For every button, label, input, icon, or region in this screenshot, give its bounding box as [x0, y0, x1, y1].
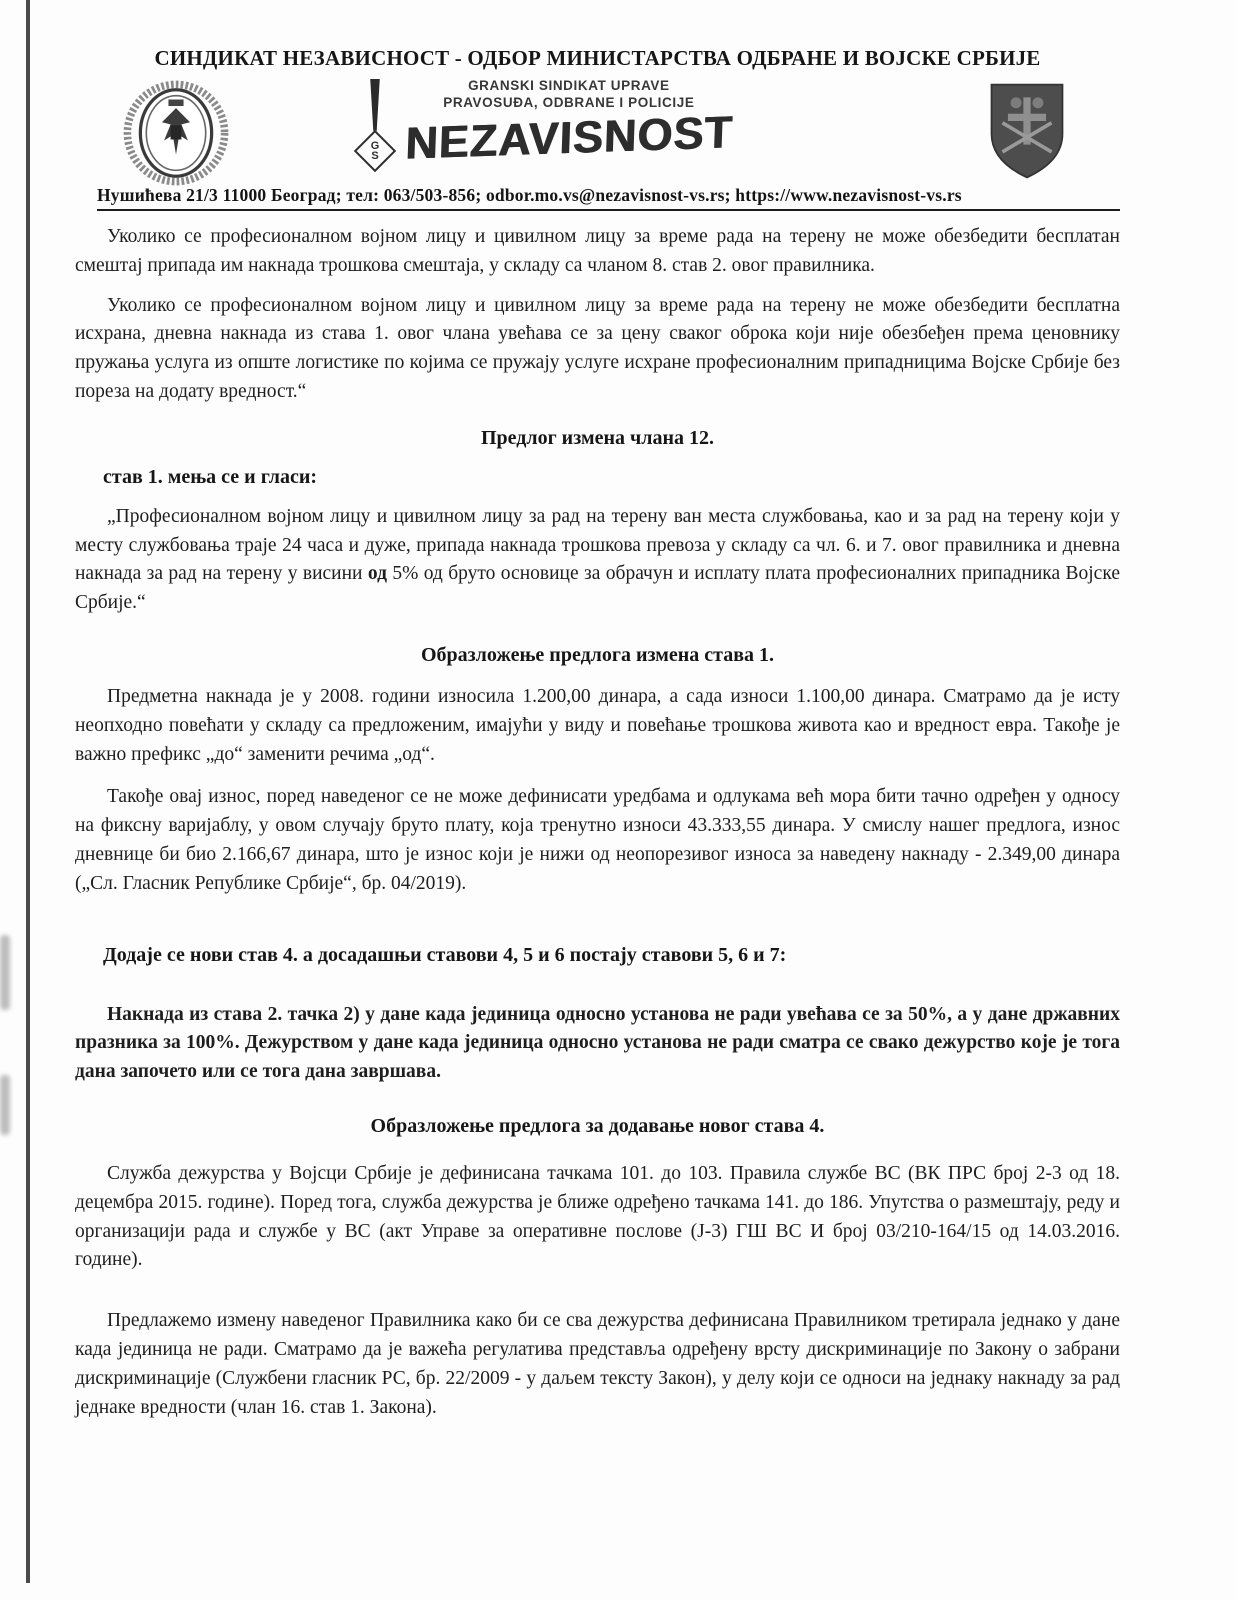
paragraph-gross-salary-calculation: Такође овај износ, поред наведеног се не може дефинисати уредбама и одлукама већ мора бити тачно одређен у односу на фиксну варијаблу, у овом случају бруто плату, која тренутно износи 43.333,55 динара. У смислу нашег предлога, износ дневнице би био 2.166,67 динара, што је износ који је нижи од неопорезивог износа за наведену накнаду - 2.349,00 динара („Сл. Гласник Републике Србије“, бр. 04/2019). [75, 786, 1120, 894]
nezavisnost-logo [353, 77, 734, 169]
bold-word-od: од [367, 563, 387, 585]
scan-smudge [0, 935, 10, 1010]
heading-rationale-new-paragraph-4: Образложење предлога за додавање новог става 4. [370, 1114, 825, 1137]
subheading-new-paragraph-4: Додаје се нови став 4. а досадашњи ставови 4, 5 и 6 постају ставови 5, 6 и 7: [103, 943, 787, 966]
paragraph-duty-allowance-increase: Накнада из става 2. тачка 2) у дане када јединица односно установа не ради увећава се за 50%, а у дане државних празника за 100%. Дежурством у дане када јединица односно установа не ради сматра се свако дежурство које је тога дана започето или се тога дана завршава. [75, 1003, 1120, 1083]
heading-rationale-paragraph-1: Образложење предлога измена става 1. [420, 643, 775, 666]
ministry-of-defense-emblem-icon [117, 79, 235, 192]
heading-amendment-article-12: Предлог измена члана 12. [480, 426, 715, 449]
document-text [75, 223, 1120, 1422]
paragraph-duty-service-regulations: Служба дежурства у Војсци Србије је дефинисана тачкама 101. до 103. Правила службе ВС (ВК ПРС број 2-3 од 18. децембра 2015. године). Поред тога, служба дежурства је ближе одређено тачкама 141. до 186. Упутства о размештају, реду и организацији рада и службе у ВС (акт Управе за оперативне послове (Ј-3) ГШ ВС И број 03/210-164/15 од 14.03.2016. године). [75, 1162, 1120, 1271]
document-title: СИНДИКАТ НЕЗАВИСНОСТ - ОДБОР МИНИСТАРСТВА ОДБРАНЕ И ВОЈСКЕ СРБИЈЕ [154, 46, 1041, 70]
paragraph-accommodation: Уколико се професионалном војном лицу и цивилном лицу за време рада на терену не може обезбедити бесплатан смештај припада им накнада трошкова смештаја, у складу са чланом 8. став 2. овог правилника. [75, 226, 1120, 276]
monogram-letters: GS [370, 140, 380, 162]
union-caption-line1: GRANSKI SINDIKAT UPRAVE [468, 78, 670, 93]
union-caption-line2: PRAVOSUĐA, ODBRANE I POLICIJE [443, 95, 695, 110]
paragraph-allowance-history: Предметна накнада је у 2008. години износила 1.200,00 динара, а сада износи 1.100,00 динара. Сматрамо да је исту неопходно повећати у складу са предложеним, имајући у виду и повећање трошкова живота као и вредност евра. Такође је важно префикс „до“ заменити речима „од“. [75, 685, 1120, 765]
paragraph-meals: Уколико се професионалном војном лицу и цивилном лицу за време рада на терену не може обезбедити бесплатна исхрана, дневна накнада из става 1. овог члана увећава се за цену сваког оброка који није обезбеђен према ценовнику пружања услуга из опште логистике по којима се пружају услуге исхране професионалним припадницима Војске Србије без пореза на додату вредност.“ [75, 294, 1120, 402]
exclamation-icon [353, 79, 397, 166]
header-logo-row [75, 77, 1120, 185]
diamond-monogram-icon [354, 130, 396, 172]
scan-smudge [0, 1075, 10, 1135]
paragraph-discrimination-argument: Предлажемо измену наведеног Правилника како би се сва дежурства дефинисана Правилником третирала једнако у дане када јединица не ради. Сматрамо да је важећа регулатива представља одређену врсту дискриминације по Закону о забрани дискриминације (Службени гласник РС, бр. 22/2009 - у даљем тексту Закон), у делу који се односи на једнаку накнаду за рад једнаке вредности (члан 16. став 1. Закона). [75, 1310, 1120, 1418]
scan-edge-artifact [26, 0, 30, 1583]
nezavisnost-logotype: NEZAVISNOST [404, 106, 734, 169]
paragraph-field-work-allowance: „Професионалном војном лицу и цивилном лицу за рад на терену ван места службовања, као и за рад на терену који у месту службовања траје 24 часа и дуже, припада накнада трошкова превоза у складу са чл. 6. и 7. овог правилника и дневна накнада за рад на терену у висини од 5% од бруто основице за обрачун и исплату плата професионалних припадника Војске Србије.“ [75, 505, 1120, 614]
subheading-paragraph-1-change: став 1. мења се и гласи: [103, 465, 318, 488]
contact-address-line: Нушићева 21/3 11000 Београд; тел: 063/503-856; odbor.mo.vs@nezavisnost-vs.rs; https://www.nezavisnost-vs.rs [97, 185, 1120, 211]
document-body [75, 46, 1120, 1433]
army-shield-emblem-icon [986, 81, 1068, 186]
